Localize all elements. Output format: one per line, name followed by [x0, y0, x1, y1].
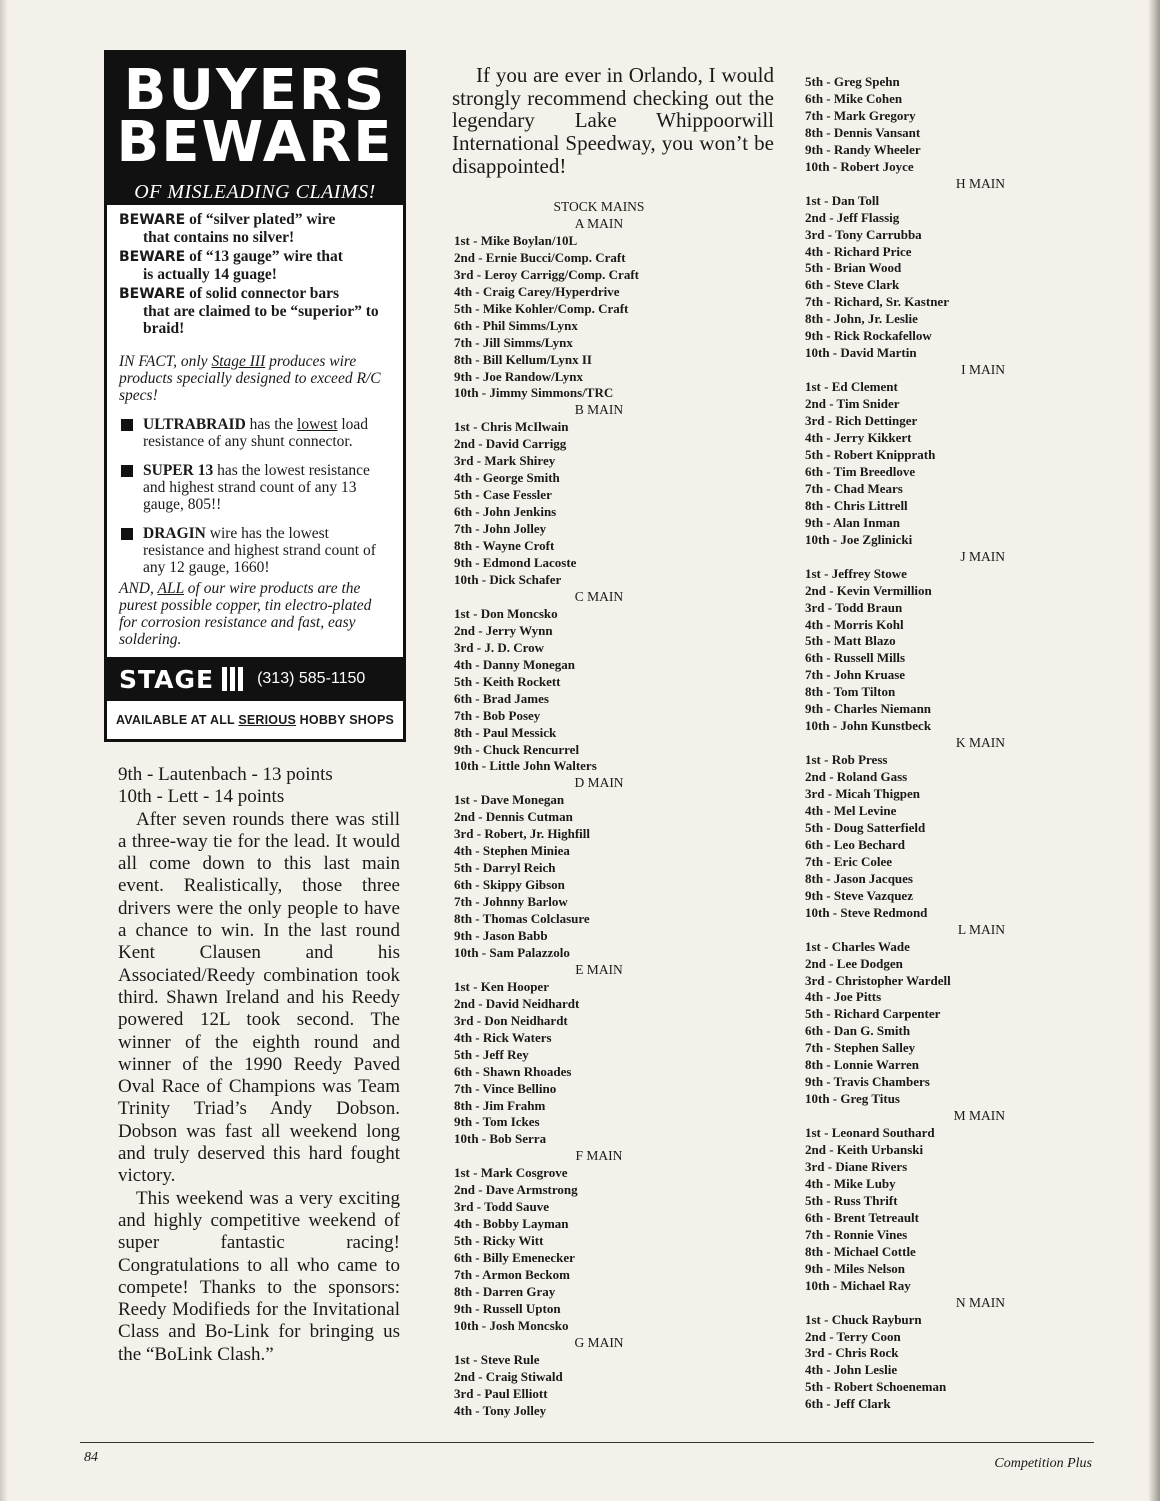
result-row: 4th - John Leslie	[805, 1362, 898, 1378]
result-row: 7th - Mark Gregory	[805, 107, 916, 123]
result-row: 5th - Jeff Rey	[454, 1046, 529, 1062]
result-row: 2nd - David Neidhardt	[454, 995, 580, 1011]
page-number: 84	[84, 1450, 98, 1465]
result-row: 8th - John, Jr. Leslie	[805, 311, 918, 327]
results-heading: F MAIN	[575, 1148, 623, 1164]
result-row: 3rd - Robert, Jr. Highfill	[454, 826, 591, 842]
result-row: 5th - Case Fessler	[454, 487, 552, 503]
result-row: 2nd - Tim Snider	[805, 396, 900, 412]
result-row: 9th - Rick Rockafellow	[805, 328, 932, 344]
result-row: 9th - Russell Upton	[454, 1300, 561, 1316]
ad-title-line1: BUYERS	[123, 58, 387, 123]
result-row: 10th - Jimmy Simmons/TRC	[454, 385, 614, 401]
result-row: 4th - Tony Jolley	[454, 1402, 547, 1418]
result-row: 8th - Bill Kellum/Lynx II	[454, 351, 592, 367]
result-row: 7th - Chad Mears	[805, 480, 903, 496]
stage-iii-logo-bar	[107, 657, 403, 701]
result-row: 6th - Billy Emenecker	[454, 1250, 575, 1266]
result-row: 1st - Ken Hooper	[454, 978, 549, 994]
result-row: 4th - Richard Price	[805, 243, 912, 259]
result-row: 2nd - Lee Dodgen	[805, 955, 903, 971]
result-row: 6th - Phil Simms/Lynx	[454, 317, 578, 333]
result-row: 3rd - Diane Rivers	[805, 1159, 908, 1174]
result-row: 8th - Dennis Vansant	[805, 124, 921, 140]
ad-subtitle: OF MISLEADING CLAIMS!	[134, 181, 376, 203]
result-row: 7th - Armon Beckom	[454, 1267, 570, 1283]
results-column-right	[805, 74, 1005, 1413]
results-column-middle	[454, 199, 744, 1420]
result-row: 10th - John Kunstbeck	[805, 718, 932, 734]
result-row: 1st - Mark Cosgrove	[454, 1165, 568, 1181]
result-row: 4th - Danny Monegan	[454, 656, 575, 672]
result-row: 5th - Greg Spehn	[805, 74, 900, 89]
ad-body	[107, 205, 403, 648]
stage-iii-advertisement	[104, 50, 406, 742]
result-row: 9th - Edmond Lacoste	[454, 555, 577, 571]
result-row: 7th - Bob Posey	[454, 707, 541, 723]
result-row: 5th - Matt Blazo	[805, 633, 896, 649]
result-row: 10th - Sam Palazzolo	[454, 944, 570, 960]
result-row: 4th - Jerry Kikkert	[805, 430, 912, 446]
result-row: 1st - Leonard Southard	[805, 1125, 935, 1141]
result-row: 4th - George Smith	[454, 470, 560, 486]
beware-item: BEWARE of “silver plated” wire that contains no silver!	[119, 211, 336, 246]
results-heading: E MAIN	[575, 961, 623, 977]
points-line: 10th - Lett - 14 points	[118, 786, 285, 808]
result-row: 3rd - Tony Carrubba	[805, 226, 922, 242]
result-row: 4th - Joe Pitts	[805, 989, 882, 1005]
result-row: 8th - Tom Tilton	[805, 684, 896, 700]
feature-super13: SUPER 13 has the lowest resistance and highest strand count of any 13 gauge, 805!!	[119, 462, 393, 513]
ad-footer	[107, 657, 403, 739]
result-row: 2nd - Craig Stiwald	[454, 1368, 563, 1384]
result-row: 2nd - David Carrigg	[454, 436, 567, 452]
result-row: 1st - Don Moncsko	[454, 605, 558, 621]
result-row: 4th - Morris Kohl	[805, 616, 904, 632]
ad-title-line2: BEWARE	[116, 110, 394, 175]
result-row: 6th - Skippy Gibson	[454, 877, 565, 893]
result-row: 6th - Dan G. Smith	[805, 1023, 911, 1039]
result-row: 9th - Tom Ickes	[454, 1114, 540, 1130]
results-heading: M MAIN	[953, 1108, 1005, 1124]
results-heading: J MAIN	[960, 548, 1005, 564]
result-row: 5th - Robert Schoeneman	[805, 1379, 947, 1395]
result-row: 7th - Richard, Sr. Kastner	[805, 294, 949, 310]
result-row: 5th - Robert Knipprath	[805, 446, 936, 462]
result-row: 9th - Randy Wheeler	[805, 141, 921, 157]
result-row: 8th - Darren Gray	[454, 1284, 556, 1299]
result-row: 2nd - Ernie Bucci/Comp. Craft	[454, 249, 626, 265]
ad-header	[107, 53, 403, 205]
result-row: 8th - Jim Frahm	[454, 1097, 546, 1113]
result-row: 1st - Ed Clement	[805, 379, 898, 395]
result-row: 3rd - Mark Shirey	[454, 453, 556, 469]
result-row: 10th - Steve Redmond	[805, 904, 928, 920]
results-heading: D MAIN	[574, 775, 624, 791]
result-row: 8th - Michael Cottle	[805, 1243, 916, 1259]
results-heading: L MAIN	[957, 921, 1005, 937]
article-left-column	[118, 764, 400, 1366]
result-row: 6th - Leo Bechard	[805, 836, 906, 852]
result-row: 3rd - Todd Braun	[805, 599, 903, 615]
brand-name: STAGE	[119, 664, 215, 694]
result-row: 5th - Doug Satterfield	[805, 819, 926, 835]
feature-dragin: DRAGIN wire has the lowest resistance and highest strand count of any 12 gauge, 1660!	[119, 525, 393, 576]
result-row: 3rd - Rich Dettinger	[805, 413, 918, 429]
result-row: 1st - Dan Toll	[805, 192, 880, 208]
result-row: 3rd - Micah Thigpen	[805, 786, 920, 802]
results-heading: A MAIN	[574, 215, 624, 231]
result-row: 4th - Rick Waters	[454, 1029, 552, 1045]
result-row: 6th - Russell Mills	[805, 650, 906, 666]
beware-item: BEWARE of “13 gauge” wire that is actually 14 guage!	[119, 248, 343, 283]
result-row: 4th - Craig Carey/Hyperdrive	[454, 283, 620, 299]
result-row: 8th - Wayne Croft	[454, 538, 555, 554]
result-row: 7th - John Kruase	[805, 667, 906, 683]
result-row: 4th - Bobby Layman	[454, 1216, 569, 1232]
result-row: 10th - Bob Serra	[454, 1131, 547, 1147]
result-row: 1st - Chris McIlwain	[454, 419, 569, 435]
result-row: 7th - Vince Bellino	[454, 1080, 557, 1096]
results-heading: C MAIN	[574, 588, 624, 604]
result-row: 3rd - Chris Rock	[805, 1345, 899, 1361]
result-row: 6th - Tim Breedlove	[805, 463, 916, 479]
result-row: 10th - Josh Moncsko	[454, 1317, 569, 1333]
result-row: 2nd - Jeff Flassig	[805, 209, 900, 225]
results-heading: N MAIN	[955, 1294, 1005, 1310]
result-row: 9th - Steve Vazquez	[805, 887, 913, 903]
result-row: 6th - Jeff Clark	[805, 1396, 891, 1412]
result-row: 5th - Darryl Reich	[454, 860, 556, 876]
article-paragraph: After seven rounds there was still a three-way tie for the lead. It would all come down to this last main event. Realistically, those three drivers were the only people to have a chance to win. In the last round Kent Clausen and his Associated/Reedy combination took third. Shawn Ireland and his Reedy powered 12L took second. The winner of the eighth round and winner of the 1990 Reedy Paved Oval Race of Champions was Team Trinity Triad’s Andy Dobson. Dobson was fast all weekend long and truly deserved this hard fought victory.	[118, 808, 400, 1187]
result-row: 1st - Jeffrey Stowe	[805, 565, 907, 581]
result-row: 9th - Alan Inman	[805, 514, 900, 530]
result-row: 3rd - Don Neidhardt	[454, 1012, 568, 1028]
result-row: 5th - Ricky Witt	[454, 1233, 544, 1249]
phone-number: (313) 585-1150	[257, 670, 366, 687]
result-row: 1st - Mike Boylan/10L	[454, 232, 578, 248]
result-row: 6th - Steve Clark	[805, 277, 900, 293]
result-row: 3rd - Todd Sauve	[454, 1199, 550, 1215]
result-row: 2nd - Dave Armstrong	[454, 1182, 578, 1198]
orlando-recommendation: If you are ever in Orlando, I would strongly recommend checking out the legendary Lake Whippoorwill International Speedway, you won’t be disappointed!	[452, 63, 774, 178]
result-row: 2nd - Keith Urbanski	[805, 1142, 924, 1158]
result-row: 10th - Greg Titus	[805, 1091, 900, 1107]
result-row: 7th - John Jolley	[454, 521, 547, 537]
result-row: 5th - Keith Rockett	[454, 673, 561, 689]
result-row: 2nd - Dennis Cutman	[454, 809, 573, 825]
result-row: 8th - Paul Messick	[454, 724, 557, 740]
result-row: 9th - Joe Randow/Lynx	[454, 368, 583, 384]
article-paragraph: This weekend was a very exciting and highly competitive weekend of super fantastic racing! Congratulations to all who came to compete! Thanks to the sponsors: Reedy Modifieds for the Invitational Class and Bo-Link for bringing us the “BoLink Clash.”	[118, 1187, 400, 1365]
result-row: 5th - Richard Carpenter	[805, 1006, 941, 1022]
result-row: 4th - Mike Luby	[805, 1175, 896, 1191]
result-row: 9th - Charles Niemann	[805, 701, 932, 717]
result-row: 6th - Mike Cohen	[805, 90, 903, 106]
result-row: 5th - Russ Thrift	[805, 1192, 898, 1208]
results-heading: B MAIN	[574, 402, 624, 418]
result-row: 10th - Dick Schafer	[454, 571, 562, 587]
result-row: 8th - Lonnie Warren	[805, 1057, 920, 1073]
footer-rule	[80, 1442, 1094, 1443]
result-row: 8th - Jason Jacques	[805, 870, 913, 886]
result-row: 7th - Ronnie Vines	[805, 1226, 908, 1242]
result-row: 6th - Brad James	[454, 690, 549, 706]
result-row: 1st - Chuck Rayburn	[805, 1311, 922, 1327]
result-row: 10th - Joe Zglinicki	[805, 531, 913, 547]
ad-closing: AND, ALL of our wire products are the purest possible copper, tin electro-plated for corrosion resistance and fast, easy soldering.	[119, 580, 372, 648]
page-edge-right	[1148, 0, 1160, 1501]
result-row: 1st - Charles Wade	[805, 938, 910, 954]
result-row: 8th - Thomas Colclasure	[454, 911, 590, 927]
results-heading: G MAIN	[574, 1334, 624, 1350]
magazine-name: Competition Plus	[994, 1456, 1092, 1471]
result-row: 9th - Travis Chambers	[805, 1074, 930, 1090]
result-row: 10th - Robert Joyce	[805, 158, 914, 174]
result-row: 2nd - Kevin Vermillion	[805, 582, 932, 598]
result-row: 6th - John Jenkins	[454, 504, 557, 520]
result-row: 1st - Dave Monegan	[454, 792, 565, 808]
results-heading: I MAIN	[961, 362, 1005, 378]
result-row: 3rd - Paul Elliott	[454, 1385, 548, 1401]
availability-line: AVAILABLE AT ALL SERIOUS HOBBY SHOPS	[115, 713, 395, 727]
result-row: 9th - Chuck Rencurrel	[454, 741, 580, 757]
result-row: 3rd - Christopher Wardell	[805, 972, 951, 988]
result-row: 3rd - J. D. Crow	[454, 639, 545, 655]
result-row: 2nd - Roland Gass	[805, 769, 908, 785]
result-row: 1st - Steve Rule	[454, 1351, 540, 1367]
roman-three-logo-icon	[222, 667, 243, 691]
result-row: 10th - Michael Ray	[805, 1277, 911, 1293]
result-row: 4th - Stephen Miniea	[454, 843, 570, 859]
result-row: 9th - Miles Nelson	[805, 1260, 906, 1276]
points-line: 9th - Lautenbach - 13 points	[118, 764, 333, 785]
ad-fact-statement: IN FACT, only Stage III produces wire products specially designed to exceed R/C specs!	[119, 353, 381, 404]
result-row: 1st - Rob Press	[805, 752, 888, 768]
result-row: 10th - Little John Walters	[454, 758, 597, 774]
result-row: 8th - Chris Littrell	[805, 497, 908, 513]
result-row: 5th - Brian Wood	[805, 260, 902, 276]
result-row: 4th - Mel Levine	[805, 802, 897, 818]
result-row: 7th - Johnny Barlow	[454, 894, 568, 910]
result-row: 6th - Shawn Rhoades	[454, 1063, 572, 1079]
result-row: 10th - David Martin	[805, 345, 917, 361]
results-heading: H MAIN	[955, 175, 1005, 191]
result-row: 7th - Eric Colee	[805, 853, 893, 869]
result-row: 3rd - Leroy Carrigg/Comp. Craft	[454, 266, 639, 282]
results-heading: K MAIN	[955, 735, 1005, 751]
feature-ultrabraid: ULTRABRAID has the lowest load resistance of any shunt connector.	[119, 416, 393, 450]
results-heading: STOCK MAINS	[553, 199, 645, 214]
result-row: 9th - Jason Babb	[454, 927, 548, 943]
beware-item: BEWARE of solid connector bars that are claimed to be “superior” to braid!	[119, 285, 379, 337]
result-row: 5th - Mike Kohler/Comp. Craft	[454, 300, 629, 316]
result-row: 2nd - Terry Coon	[805, 1328, 901, 1344]
result-row: 6th - Brent Tetreault	[805, 1209, 919, 1225]
result-row: 2nd - Jerry Wynn	[454, 622, 553, 638]
result-row: 7th - Jill Simms/Lynx	[454, 334, 573, 350]
result-row: 7th - Stephen Salley	[805, 1040, 916, 1056]
page-edge-left	[0, 0, 8, 1501]
